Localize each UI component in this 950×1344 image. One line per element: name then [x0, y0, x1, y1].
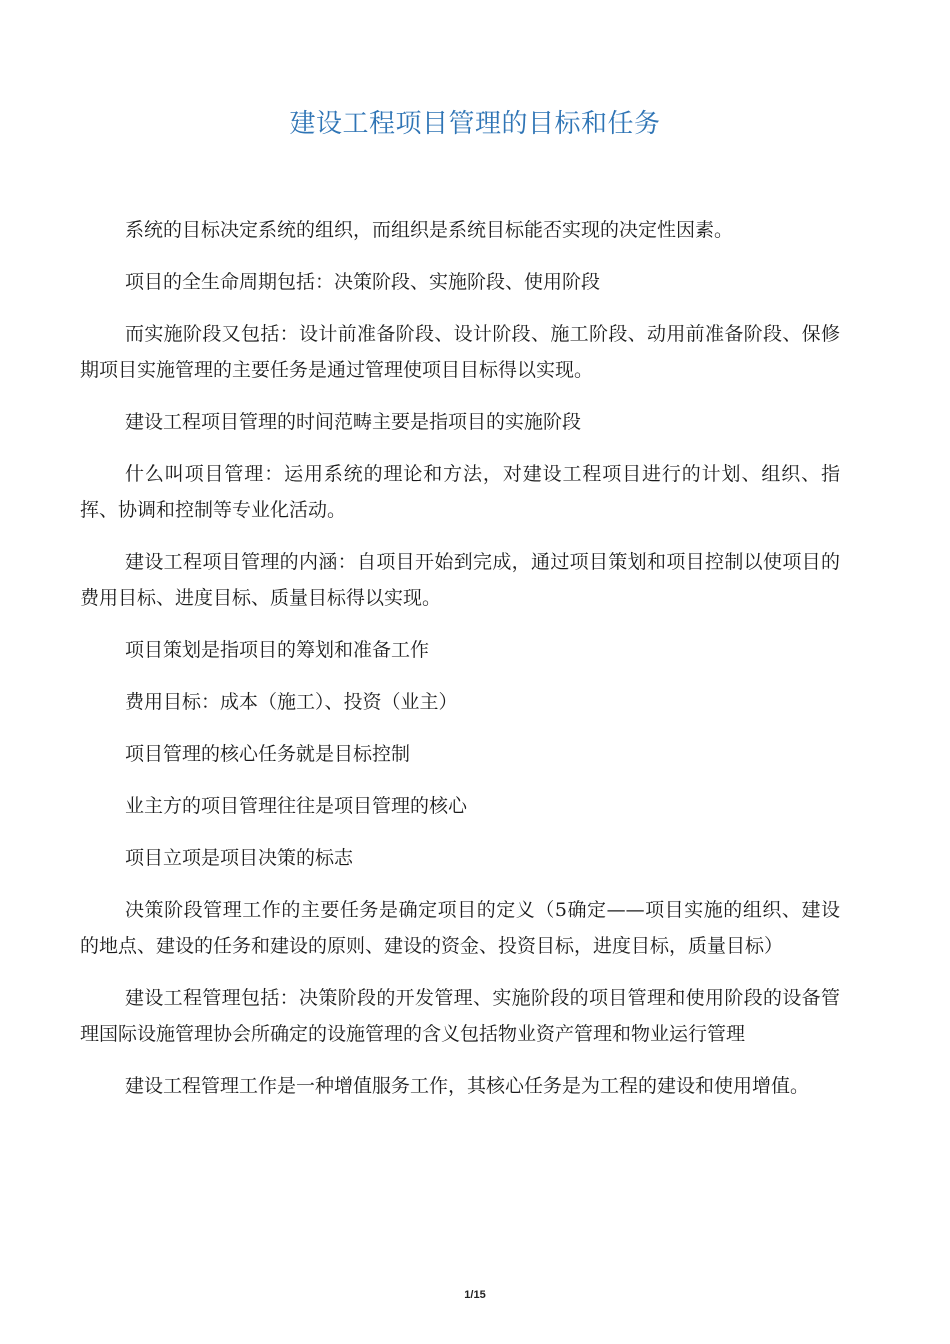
paragraph: 建设工程管理包括：决策阶段的开发管理、实施阶段的项目管理和使用阶段的设备管理国际设施管理协会所确定的设施管理的含义包括物业资产管理和物业运行管理: [80, 987, 840, 1045]
paragraph: 决策阶段管理工作的主要任务是确定项目的定义（5确定——项目实施的组织、建设的地点、建设的任务和建设的原则、建设的资金、投资目标，进度目标，质量目标）: [80, 899, 840, 957]
page-number: 1/15: [464, 1289, 486, 1301]
paragraph: 项目管理的核心任务就是目标控制: [125, 743, 411, 765]
paragraph: 费用目标：成本（施工）、投资（业主）: [125, 691, 458, 713]
paragraph: 建设工程项目管理的时间范畴主要是指项目的实施阶段: [125, 411, 582, 433]
paragraph: 业主方的项目管理往往是项目管理的核心: [125, 795, 468, 817]
paragraph: 项目策划是指项目的筹划和准备工作: [125, 639, 430, 661]
paragraph: 什么叫项目管理：运用系统的理论和方法，对建设工程项目进行的计划、组织、指挥、协调和控制等专业化活动。: [80, 463, 840, 521]
paragraph: 建设工程项目管理的内涵：自项目开始到完成，通过项目策划和项目控制以使项目的费用目标、进度目标、质量目标得以实现。: [80, 551, 840, 609]
paragraph: 而实施阶段又包括：设计前准备阶段、设计阶段、施工阶段、动用前准备阶段、保修期项目实施管理的主要任务是通过管理使项目目标得以实现。: [80, 323, 840, 381]
paragraph: 项目立项是项目决策的标志: [125, 847, 354, 869]
paragraph: 系统的目标决定系统的组织，而组织是系统目标能否实现的决定性因素。: [125, 219, 734, 241]
paragraph: 项目的全生命周期包括：决策阶段、实施阶段、使用阶段: [125, 271, 601, 293]
document-body: [80, 212, 840, 1120]
paragraph: 建设工程管理工作是一种增值服务工作，其核心任务是为工程的建设和使用增值。: [125, 1075, 810, 1097]
document-title: 建设工程项目管理的目标和任务: [289, 109, 661, 139]
